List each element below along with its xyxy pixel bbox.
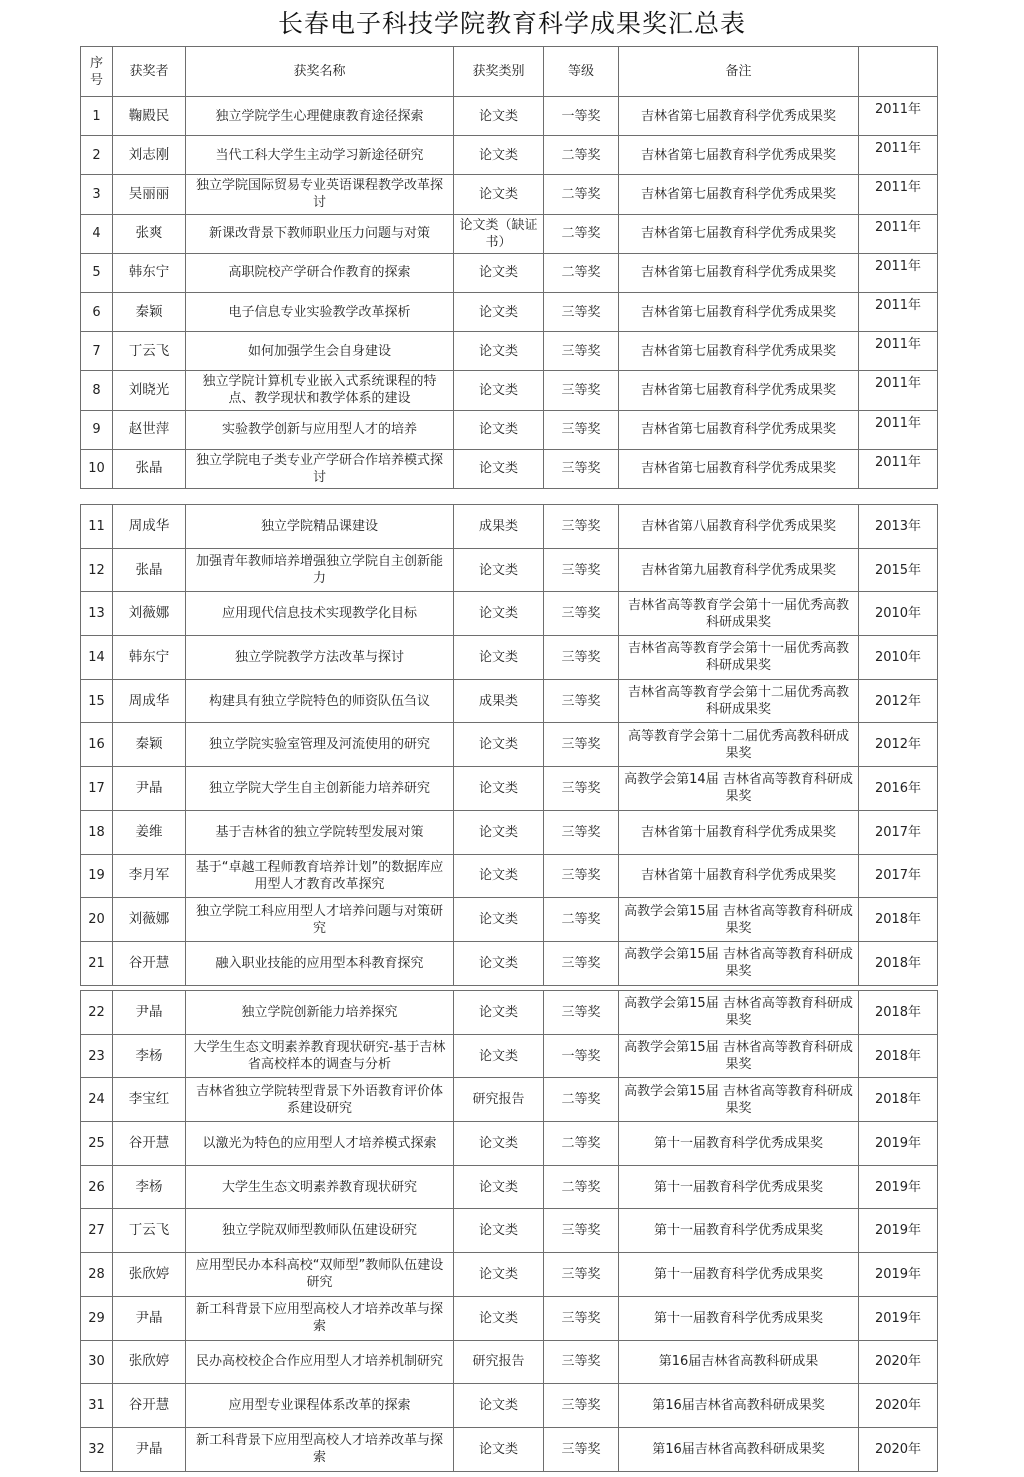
cell-award-type: 研究报告 [454, 1078, 544, 1122]
table-row [81, 1253, 938, 1297]
table-row [81, 371, 938, 410]
table-row [81, 592, 938, 636]
cell-author: 张欣婷 [113, 1340, 186, 1384]
cell-note: 高教学会第15届 吉林省高等教育科研成果奖 [619, 1034, 859, 1078]
table-row [81, 214, 938, 253]
cell-grade: 三等奖 [544, 1340, 619, 1384]
table-row [81, 679, 938, 723]
cell-no: 29 [81, 1296, 113, 1340]
table-row [81, 941, 938, 985]
page-title: 长春电子科技学院教育科学成果奖汇总表 [277, 9, 746, 38]
cell-award-name: 基于吉林省的独立学院转型发展对策 [186, 810, 454, 854]
cell-author: 韩东宁 [113, 253, 186, 292]
cell-note: 高教学会第15届 吉林省高等教育科研成果奖 [619, 898, 859, 942]
table-row [81, 767, 938, 811]
cell-grade: 一等奖 [544, 97, 619, 136]
cell-year: 2011年 [859, 332, 938, 371]
cell-year: 2011年 [859, 292, 938, 331]
cell-year: 2016年 [859, 767, 938, 811]
cell-grade: 二等奖 [544, 1165, 619, 1209]
cell-award-type: 论文类 [454, 636, 544, 680]
cell-author: 尹晶 [113, 1296, 186, 1340]
header-type: 获奖类别 [454, 47, 544, 97]
cell-award-type: 成果类 [454, 679, 544, 723]
cell-award-type: 论文类 [454, 941, 544, 985]
awards-table-part-2 [80, 504, 938, 986]
cell-note: 第16届吉林省高教科研成果 [619, 1340, 859, 1384]
cell-award-type: 论文类 [454, 1165, 544, 1209]
cell-award-type: 论文类 [454, 1253, 544, 1297]
cell-no: 6 [81, 292, 113, 331]
cell-note: 吉林省第七届教育科学优秀成果奖 [619, 214, 859, 253]
cell-award-type: 论文类 [454, 175, 544, 214]
cell-note: 吉林省第八届教育科学优秀成果奖 [619, 505, 859, 549]
cell-author: 谷开慧 [113, 1122, 186, 1166]
header-name: 获奖名称 [186, 47, 454, 97]
cell-award-name: 基于“卓越工程师教育培养计划”的数据库应用型人才教育改革探究 [186, 854, 454, 898]
cell-award-type: 研究报告 [454, 1340, 544, 1384]
cell-year: 2015年 [859, 548, 938, 592]
cell-no: 8 [81, 371, 113, 410]
cell-note: 第十一届教育科学优秀成果奖 [619, 1253, 859, 1297]
table-row [81, 136, 938, 175]
cell-award-name: 应用型专业课程体系改革的探索 [186, 1384, 454, 1428]
cell-no: 12 [81, 548, 113, 592]
table-header-row [81, 47, 938, 97]
cell-award-type: 论文类 [454, 136, 544, 175]
cell-note: 吉林省第十届教育科学优秀成果奖 [619, 810, 859, 854]
cell-year: 2019年 [859, 1296, 938, 1340]
cell-award-type: 论文类 [454, 1384, 544, 1428]
cell-year: 2020年 [859, 1384, 938, 1428]
cell-no: 5 [81, 253, 113, 292]
cell-award-name: 独立学院学生心理健康教育途径探索 [186, 97, 454, 136]
table-row [81, 175, 938, 214]
cell-grade: 二等奖 [544, 136, 619, 175]
cell-author: 张爽 [113, 214, 186, 253]
cell-award-name: 应用型民办本科高校“双师型”教师队伍建设研究 [186, 1253, 454, 1297]
cell-award-name: 融入职业技能的应用型本科教育探究 [186, 941, 454, 985]
cell-no: 9 [81, 410, 113, 449]
cell-grade: 三等奖 [544, 548, 619, 592]
cell-author: 姜维 [113, 810, 186, 854]
cell-year: 2017年 [859, 854, 938, 898]
cell-award-type: 论文类 [454, 449, 544, 488]
cell-award-name: 新工科背景下应用型高校人才培养改革与探索 [186, 1296, 454, 1340]
cell-grade: 三等奖 [544, 810, 619, 854]
cell-note: 第16届吉林省高教科研成果奖 [619, 1384, 859, 1428]
cell-author: 鞠殿民 [113, 97, 186, 136]
cell-no: 20 [81, 898, 113, 942]
table-row [81, 1034, 938, 1078]
awards-table-part-3 [80, 990, 938, 1472]
cell-grade: 三等奖 [544, 410, 619, 449]
cell-author: 张晶 [113, 449, 186, 488]
cell-grade: 三等奖 [544, 371, 619, 410]
cell-award-type: 论文类 [454, 253, 544, 292]
cell-note: 高教学会第15届 吉林省高等教育科研成果奖 [619, 1078, 859, 1122]
cell-no: 32 [81, 1427, 113, 1471]
cell-no: 3 [81, 175, 113, 214]
cell-author: 秦颖 [113, 292, 186, 331]
cell-year: 2012年 [859, 723, 938, 767]
cell-no: 2 [81, 136, 113, 175]
cell-award-name: 独立学院双师型教师队伍建设研究 [186, 1209, 454, 1253]
cell-author: 谷开慧 [113, 941, 186, 985]
cell-grade: 三等奖 [544, 332, 619, 371]
cell-grade: 二等奖 [544, 1122, 619, 1166]
cell-no: 7 [81, 332, 113, 371]
cell-grade: 三等奖 [544, 1209, 619, 1253]
header-author: 获奖者 [113, 47, 186, 97]
cell-year: 2011年 [859, 214, 938, 253]
cell-no: 11 [81, 505, 113, 549]
cell-grade: 三等奖 [544, 1296, 619, 1340]
cell-author: 韩东宁 [113, 636, 186, 680]
cell-year: 2019年 [859, 1253, 938, 1297]
cell-no: 16 [81, 723, 113, 767]
cell-author: 刘薇娜 [113, 898, 186, 942]
cell-author: 周成华 [113, 679, 186, 723]
table-row [81, 898, 938, 942]
table-row [81, 1384, 938, 1428]
awards-table-part-1 [80, 46, 938, 489]
cell-grade: 二等奖 [544, 253, 619, 292]
cell-note: 吉林省高等教育学会第十二届优秀高教科研成果奖 [619, 679, 859, 723]
cell-award-name: 民办高校校企合作应用型人才培养机制研究 [186, 1340, 454, 1384]
cell-grade: 三等奖 [544, 636, 619, 680]
table-row [81, 723, 938, 767]
cell-award-type: 论文类 [454, 97, 544, 136]
cell-year: 2011年 [859, 136, 938, 175]
cell-grade: 三等奖 [544, 1253, 619, 1297]
cell-award-name: 应用现代信息技术实现教学化目标 [186, 592, 454, 636]
table-row [81, 97, 938, 136]
table-row [81, 1078, 938, 1122]
cell-no: 18 [81, 810, 113, 854]
header-year [859, 47, 938, 97]
cell-award-name: 当代工科大学生主动学习新途径研究 [186, 136, 454, 175]
cell-author: 李杨 [113, 1034, 186, 1078]
cell-award-name: 独立学院电子类专业产学研合作培养模式探讨 [186, 449, 454, 488]
cell-award-name: 实验教学创新与应用型人才的培养 [186, 410, 454, 449]
cell-award-name: 吉林省独立学院转型背景下外语教育评价体系建设研究 [186, 1078, 454, 1122]
cell-award-type: 论文类 [454, 1209, 544, 1253]
table-row [81, 854, 938, 898]
cell-grade: 三等奖 [544, 679, 619, 723]
cell-year: 2017年 [859, 810, 938, 854]
cell-grade: 三等奖 [544, 292, 619, 331]
cell-grade: 三等奖 [544, 854, 619, 898]
cell-award-type: 论文类 [454, 371, 544, 410]
cell-award-type: 论文类 [454, 898, 544, 942]
cell-award-name: 独立学院大学生自主创新能力培养研究 [186, 767, 454, 811]
table-row [81, 332, 938, 371]
cell-award-type: 论文类 [454, 1427, 544, 1471]
cell-year: 2019年 [859, 1209, 938, 1253]
cell-year: 2018年 [859, 1034, 938, 1078]
cell-no: 15 [81, 679, 113, 723]
cell-no: 14 [81, 636, 113, 680]
cell-note: 吉林省第七届教育科学优秀成果奖 [619, 175, 859, 214]
cell-award-type: 论文类 [454, 723, 544, 767]
cell-note: 高教学会第14届 吉林省高等教育科研成果奖 [619, 767, 859, 811]
cell-grade: 二等奖 [544, 898, 619, 942]
cell-grade: 二等奖 [544, 175, 619, 214]
cell-grade: 三等奖 [544, 592, 619, 636]
cell-grade: 三等奖 [544, 723, 619, 767]
cell-no: 4 [81, 214, 113, 253]
cell-author: 吴丽丽 [113, 175, 186, 214]
cell-grade: 一等奖 [544, 1034, 619, 1078]
table-row [81, 449, 938, 488]
cell-year: 2011年 [859, 410, 938, 449]
table-row [81, 1209, 938, 1253]
cell-no: 1 [81, 97, 113, 136]
cell-year: 2020年 [859, 1427, 938, 1471]
cell-award-name: 以激光为特色的应用型人才培养模式探索 [186, 1122, 454, 1166]
cell-grade: 三等奖 [544, 767, 619, 811]
cell-no: 31 [81, 1384, 113, 1428]
cell-award-name: 加强青年教师培养增强独立学院自主创新能力 [186, 548, 454, 592]
cell-grade: 三等奖 [544, 991, 619, 1035]
cell-award-type: 论文类 [454, 332, 544, 371]
header-grade: 等级 [544, 47, 619, 97]
cell-note: 吉林省高等教育学会第十一届优秀高教科研成果奖 [619, 592, 859, 636]
cell-note: 第十一届教育科学优秀成果奖 [619, 1122, 859, 1166]
cell-year: 2018年 [859, 1078, 938, 1122]
table-row [81, 636, 938, 680]
cell-award-type: 论文类 [454, 548, 544, 592]
cell-grade: 三等奖 [544, 505, 619, 549]
cell-grade: 二等奖 [544, 214, 619, 253]
cell-award-name: 独立学院创新能力培养探究 [186, 991, 454, 1035]
cell-year: 2013年 [859, 505, 938, 549]
cell-no: 28 [81, 1253, 113, 1297]
cell-author: 张晶 [113, 548, 186, 592]
cell-award-name: 新工科背景下应用型高校人才培养改革与探索 [186, 1427, 454, 1471]
table-row [81, 1165, 938, 1209]
cell-author: 丁云飞 [113, 332, 186, 371]
cell-author: 李杨 [113, 1165, 186, 1209]
cell-award-name: 独立学院教学方法改革与探讨 [186, 636, 454, 680]
cell-note: 第16届吉林省高教科研成果奖 [619, 1427, 859, 1471]
cell-award-type: 论文类（缺证书） [454, 214, 544, 253]
table-row [81, 1427, 938, 1471]
cell-award-type: 论文类 [454, 767, 544, 811]
cell-year: 2010年 [859, 636, 938, 680]
cell-year: 2011年 [859, 97, 938, 136]
cell-award-name: 电子信息专业实验教学改革探析 [186, 292, 454, 331]
cell-note: 吉林省第七届教育科学优秀成果奖 [619, 371, 859, 410]
table-row [81, 991, 938, 1035]
cell-award-type: 论文类 [454, 410, 544, 449]
cell-note: 吉林省第七届教育科学优秀成果奖 [619, 97, 859, 136]
cell-award-type: 论文类 [454, 810, 544, 854]
cell-no: 22 [81, 991, 113, 1035]
cell-note: 高等教育学会第十二届优秀高教科研成果奖 [619, 723, 859, 767]
cell-author: 秦颖 [113, 723, 186, 767]
table-row [81, 505, 938, 549]
cell-award-name: 独立学院精品课建设 [186, 505, 454, 549]
cell-author: 谷开慧 [113, 1384, 186, 1428]
cell-award-name: 独立学院国际贸易专业英语课程教学改革探讨 [186, 175, 454, 214]
cell-author: 李宝红 [113, 1078, 186, 1122]
cell-note: 吉林省第九届教育科学优秀成果奖 [619, 548, 859, 592]
cell-no: 25 [81, 1122, 113, 1166]
table-row [81, 1340, 938, 1384]
cell-no: 21 [81, 941, 113, 985]
cell-year: 2019年 [859, 1122, 938, 1166]
cell-author: 尹晶 [113, 1427, 186, 1471]
header-no: 序号 [81, 47, 113, 97]
cell-note: 第十一届教育科学优秀成果奖 [619, 1296, 859, 1340]
cell-no: 19 [81, 854, 113, 898]
cell-award-type: 论文类 [454, 1296, 544, 1340]
cell-grade: 三等奖 [544, 941, 619, 985]
cell-year: 2011年 [859, 371, 938, 410]
cell-no: 30 [81, 1340, 113, 1384]
cell-no: 24 [81, 1078, 113, 1122]
cell-note: 第十一届教育科学优秀成果奖 [619, 1165, 859, 1209]
cell-note: 高教学会第15届 吉林省高等教育科研成果奖 [619, 991, 859, 1035]
cell-year: 2011年 [859, 175, 938, 214]
cell-author: 刘志刚 [113, 136, 186, 175]
cell-note: 第十一届教育科学优秀成果奖 [619, 1209, 859, 1253]
header-note: 备注 [619, 47, 859, 97]
cell-award-type: 成果类 [454, 505, 544, 549]
cell-no: 10 [81, 449, 113, 488]
cell-note: 吉林省第七届教育科学优秀成果奖 [619, 332, 859, 371]
cell-author: 张欣婷 [113, 1253, 186, 1297]
cell-year: 2011年 [859, 253, 938, 292]
cell-award-name: 独立学院实验室管理及河流使用的研究 [186, 723, 454, 767]
cell-author: 周成华 [113, 505, 186, 549]
cell-note: 吉林省第七届教育科学优秀成果奖 [619, 410, 859, 449]
cell-year: 2019年 [859, 1165, 938, 1209]
cell-no: 23 [81, 1034, 113, 1078]
cell-note: 吉林省第七届教育科学优秀成果奖 [619, 136, 859, 175]
cell-grade: 三等奖 [544, 1384, 619, 1428]
cell-award-name: 构建具有独立学院特色的师资队伍刍议 [186, 679, 454, 723]
cell-note: 高教学会第15届 吉林省高等教育科研成果奖 [619, 941, 859, 985]
cell-author: 尹晶 [113, 991, 186, 1035]
table-row [81, 810, 938, 854]
cell-award-type: 论文类 [454, 292, 544, 331]
cell-note: 吉林省第七届教育科学优秀成果奖 [619, 253, 859, 292]
cell-award-type: 论文类 [454, 854, 544, 898]
cell-author: 尹晶 [113, 767, 186, 811]
cell-year: 2012年 [859, 679, 938, 723]
cell-note: 吉林省第十届教育科学优秀成果奖 [619, 854, 859, 898]
cell-grade: 二等奖 [544, 1078, 619, 1122]
cell-no: 13 [81, 592, 113, 636]
cell-year: 2018年 [859, 898, 938, 942]
cell-author: 丁云飞 [113, 1209, 186, 1253]
cell-author: 李月军 [113, 854, 186, 898]
table-row [81, 548, 938, 592]
cell-year: 2020年 [859, 1340, 938, 1384]
cell-note: 吉林省第七届教育科学优秀成果奖 [619, 292, 859, 331]
cell-award-name: 新课改背景下教师职业压力问题与对策 [186, 214, 454, 253]
cell-no: 27 [81, 1209, 113, 1253]
cell-award-type: 论文类 [454, 1122, 544, 1166]
cell-award-name: 高职院校产学研合作教育的探索 [186, 253, 454, 292]
cell-grade: 三等奖 [544, 1427, 619, 1471]
cell-no: 26 [81, 1165, 113, 1209]
cell-award-type: 论文类 [454, 991, 544, 1035]
cell-year: 2011年 [859, 449, 938, 488]
cell-grade: 三等奖 [544, 449, 619, 488]
table-row [81, 253, 938, 292]
cell-year: 2018年 [859, 991, 938, 1035]
cell-award-name: 独立学院工科应用型人才培养问题与对策研究 [186, 898, 454, 942]
cell-note: 吉林省第七届教育科学优秀成果奖 [619, 449, 859, 488]
cell-author: 赵世萍 [113, 410, 186, 449]
cell-award-type: 论文类 [454, 1034, 544, 1078]
cell-award-name: 大学生生态文明素养教育现状研究 [186, 1165, 454, 1209]
table-row [81, 410, 938, 449]
cell-author: 刘薇娜 [113, 592, 186, 636]
cell-no: 17 [81, 767, 113, 811]
cell-award-name: 如何加强学生会自身建设 [186, 332, 454, 371]
cell-award-name: 大学生生态文明素养教育现状研究-基于吉林省高校样本的调查与分析 [186, 1034, 454, 1078]
table-row [81, 292, 938, 331]
cell-note: 吉林省高等教育学会第十一届优秀高教科研成果奖 [619, 636, 859, 680]
cell-year: 2018年 [859, 941, 938, 985]
table-row [81, 1296, 938, 1340]
cell-award-name: 独立学院计算机专业嵌入式系统课程的特点、教学现状和教学体系的建设 [186, 371, 454, 410]
cell-year: 2010年 [859, 592, 938, 636]
cell-author: 刘晓光 [113, 371, 186, 410]
table-row [81, 1122, 938, 1166]
cell-award-type: 论文类 [454, 592, 544, 636]
